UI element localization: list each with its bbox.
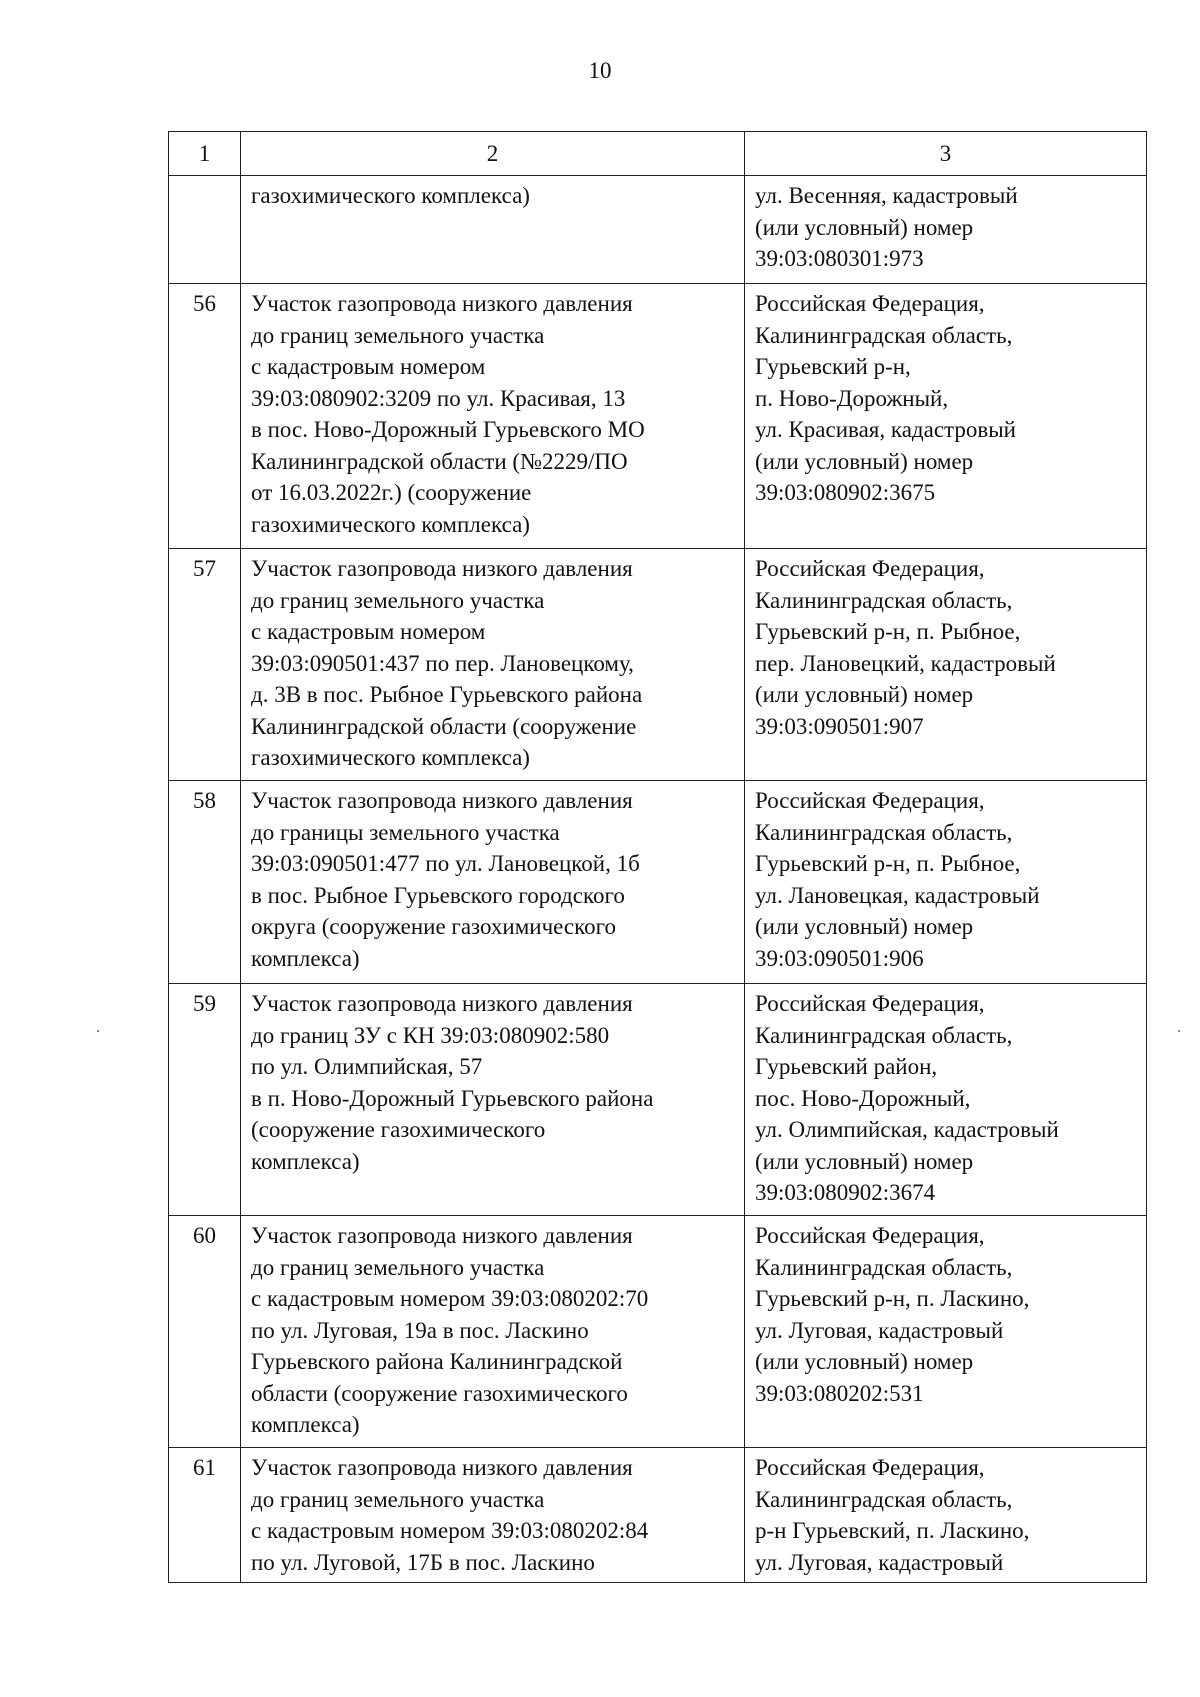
description-line: Участок газопровода низкого давления: [251, 1455, 633, 1480]
address-line: р-н Гурьевский, п. Ласкино,: [755, 1518, 1030, 1543]
address-line: п. Ново-Дорожный,: [755, 385, 949, 411]
address-line: Калининградская область,: [755, 322, 1013, 348]
description-line: в пос. Ново-Дорожный Гурьевского МО: [251, 417, 645, 442]
table-header-row: [169, 132, 1147, 176]
description-line: округа (сооружение газохимического: [251, 914, 617, 939]
address-line: ул. Олимпийская, кадастровый: [755, 1117, 1059, 1142]
description-line: по ул. Олимпийская, 57: [251, 1054, 483, 1079]
row-number: 57: [169, 549, 241, 781]
address-line: Российская Федерация,: [755, 556, 985, 581]
object-description: [241, 984, 745, 1216]
object-address: [745, 176, 1147, 284]
address-line: (или условный) номер: [755, 1148, 974, 1174]
column-header-2: 2: [241, 132, 745, 176]
object-address: [745, 1216, 1147, 1448]
address-line: ул. Весенняя, кадастровый: [755, 183, 1018, 208]
description-line: 39:03:080902:3209 по ул. Красивая, 13: [251, 385, 626, 411]
description-line: Участок газопровода низкого давления: [251, 991, 633, 1016]
address-line: 39:03:080202:531: [755, 1380, 924, 1406]
row-number: 60: [169, 1216, 241, 1448]
address-line: Российская Федерация,: [755, 1455, 985, 1480]
address-line: ул. Лановецкая, кадастровый: [755, 882, 1040, 908]
address-line: Калининградская область,: [755, 587, 1013, 613]
row-number: 59: [169, 984, 241, 1216]
address-line: Гурьевский район,: [755, 1054, 938, 1079]
description-line: 39:03:090501:477 по ул. Лановецкой, 1б: [251, 851, 640, 876]
description-line: комплекса): [251, 1148, 360, 1174]
object-description: [241, 1216, 745, 1448]
table-row: [169, 781, 1147, 984]
description-line: до границ земельного участка: [251, 1486, 545, 1512]
description-line: Участок газопровода низкого давления: [251, 291, 633, 316]
address-line: Российская Федерация,: [755, 788, 985, 813]
address-line: Российская Федерация,: [755, 1223, 985, 1248]
description-line: Гурьевского района Калининградской: [251, 1349, 623, 1374]
description-line: по ул. Луговой, 17Б в пос. Ласкино: [251, 1549, 595, 1575]
description-line: с кадастровым номером: [251, 619, 486, 644]
description-line: комплекса): [251, 945, 360, 971]
address-line: пер. Лановецкий, кадастровый: [755, 650, 1056, 676]
address-line: Гурьевский р-н, п. Ласкино,: [755, 1286, 1030, 1311]
address-line: Калининградская область,: [755, 1022, 1013, 1048]
object-description: [241, 1448, 745, 1583]
object-address: [745, 781, 1147, 984]
address-line: (или условный) номер: [755, 1349, 974, 1374]
address-line: 39:03:080301:973: [755, 246, 924, 271]
description-line: в пос. Рыбное Гурьевского городского: [251, 882, 625, 908]
table-row: [169, 549, 1147, 781]
description-line: до границ земельного участка: [251, 587, 545, 613]
address-line: Гурьевский р-н, п. Рыбное,: [755, 619, 1021, 644]
address-line: 39:03:080902:3674: [755, 1180, 936, 1205]
description-line: д. 3В в пос. Рыбное Гурьевского района: [251, 682, 643, 707]
object-description: [241, 781, 745, 984]
description-line: газохимического комплекса): [251, 745, 530, 770]
row-number: 61: [169, 1448, 241, 1583]
address-line: Калининградская область,: [755, 1486, 1013, 1512]
description-line: Участок газопровода низкого давления: [251, 556, 633, 581]
description-line: области (сооружение газохимического: [251, 1380, 628, 1406]
description-line: с кадастровым номером: [251, 354, 486, 379]
description-line: газохимического комплекса): [251, 183, 530, 208]
table-body: [169, 176, 1147, 1583]
row-number: [169, 176, 241, 284]
object-address: [745, 549, 1147, 781]
object-address: [745, 984, 1147, 1216]
address-line: Калининградская область,: [755, 1254, 1013, 1280]
address-line: Российская Федерация,: [755, 291, 985, 316]
table-row: [169, 984, 1147, 1216]
address-line: ул. Луговая, кадастровый: [755, 1549, 1004, 1575]
address-line: (или условный) номер: [755, 914, 974, 939]
description-line: до границ земельного участка: [251, 1254, 545, 1280]
object-address: [745, 284, 1147, 549]
column-header-1: 1: [169, 132, 241, 176]
address-line: (или условный) номер: [755, 448, 974, 474]
address-line: (или условный) номер: [755, 214, 974, 240]
address-line: 39:03:080902:3675: [755, 480, 936, 505]
table-row: [169, 1448, 1147, 1583]
address-line: ул. Луговая, кадастровый: [755, 1317, 1004, 1343]
table-row: [169, 176, 1147, 284]
description-line: Участок газопровода низкого давления: [251, 788, 633, 813]
description-line: 39:03:090501:437 по пер. Лановецкому,: [251, 650, 634, 676]
description-line: Калининградской области (сооружение: [251, 713, 637, 739]
table-row: [169, 284, 1147, 549]
object-description: [241, 549, 745, 781]
description-line: Участок газопровода низкого давления: [251, 1223, 633, 1248]
description-line: Калининградской области (№2229/ПО: [251, 448, 628, 474]
description-line: до границ земельного участка: [251, 322, 545, 348]
objects-table: [168, 131, 1147, 1583]
row-number: 58: [169, 781, 241, 984]
address-line: Российская Федерация,: [755, 991, 985, 1016]
description-line: с кадастровым номером 39:03:080202:70: [251, 1286, 649, 1311]
address-line: 39:03:090501:906: [755, 945, 924, 971]
row-number: 56: [169, 284, 241, 549]
address-line: 39:03:090501:907: [755, 713, 924, 739]
address-line: (или условный) номер: [755, 682, 974, 707]
scan-speck: [1178, 1030, 1180, 1032]
object-description: [241, 176, 745, 284]
description-line: в п. Ново-Дорожный Гурьевского района: [251, 1085, 654, 1111]
description-line: по ул. Луговая, 19а в пос. Ласкино: [251, 1317, 589, 1343]
description-line: от 16.03.2022г.) (сооружение: [251, 480, 532, 505]
address-line: ул. Красивая, кадастровый: [755, 417, 1016, 442]
description-line: до границы земельного участка: [251, 819, 560, 845]
table-row: [169, 1216, 1147, 1448]
object-description: [241, 284, 745, 549]
column-header-3: 3: [745, 132, 1147, 176]
description-line: (сооружение газохимического: [251, 1117, 546, 1142]
page-number: 10: [588, 58, 612, 83]
description-line: с кадастровым номером 39:03:080202:84: [251, 1518, 649, 1543]
address-line: Калининградская область,: [755, 819, 1013, 845]
address-line: Гурьевский р-н, п. Рыбное,: [755, 851, 1021, 876]
address-line: пос. Ново-Дорожный,: [755, 1085, 971, 1111]
scan-speck: [97, 1030, 99, 1032]
description-line: комплекса): [251, 1412, 360, 1437]
address-line: Гурьевский р-н,: [755, 354, 911, 379]
object-address: [745, 1448, 1147, 1583]
description-line: газохимического комплекса): [251, 511, 530, 537]
description-line: до границ ЗУ с КН 39:03:080902:580: [251, 1022, 610, 1048]
